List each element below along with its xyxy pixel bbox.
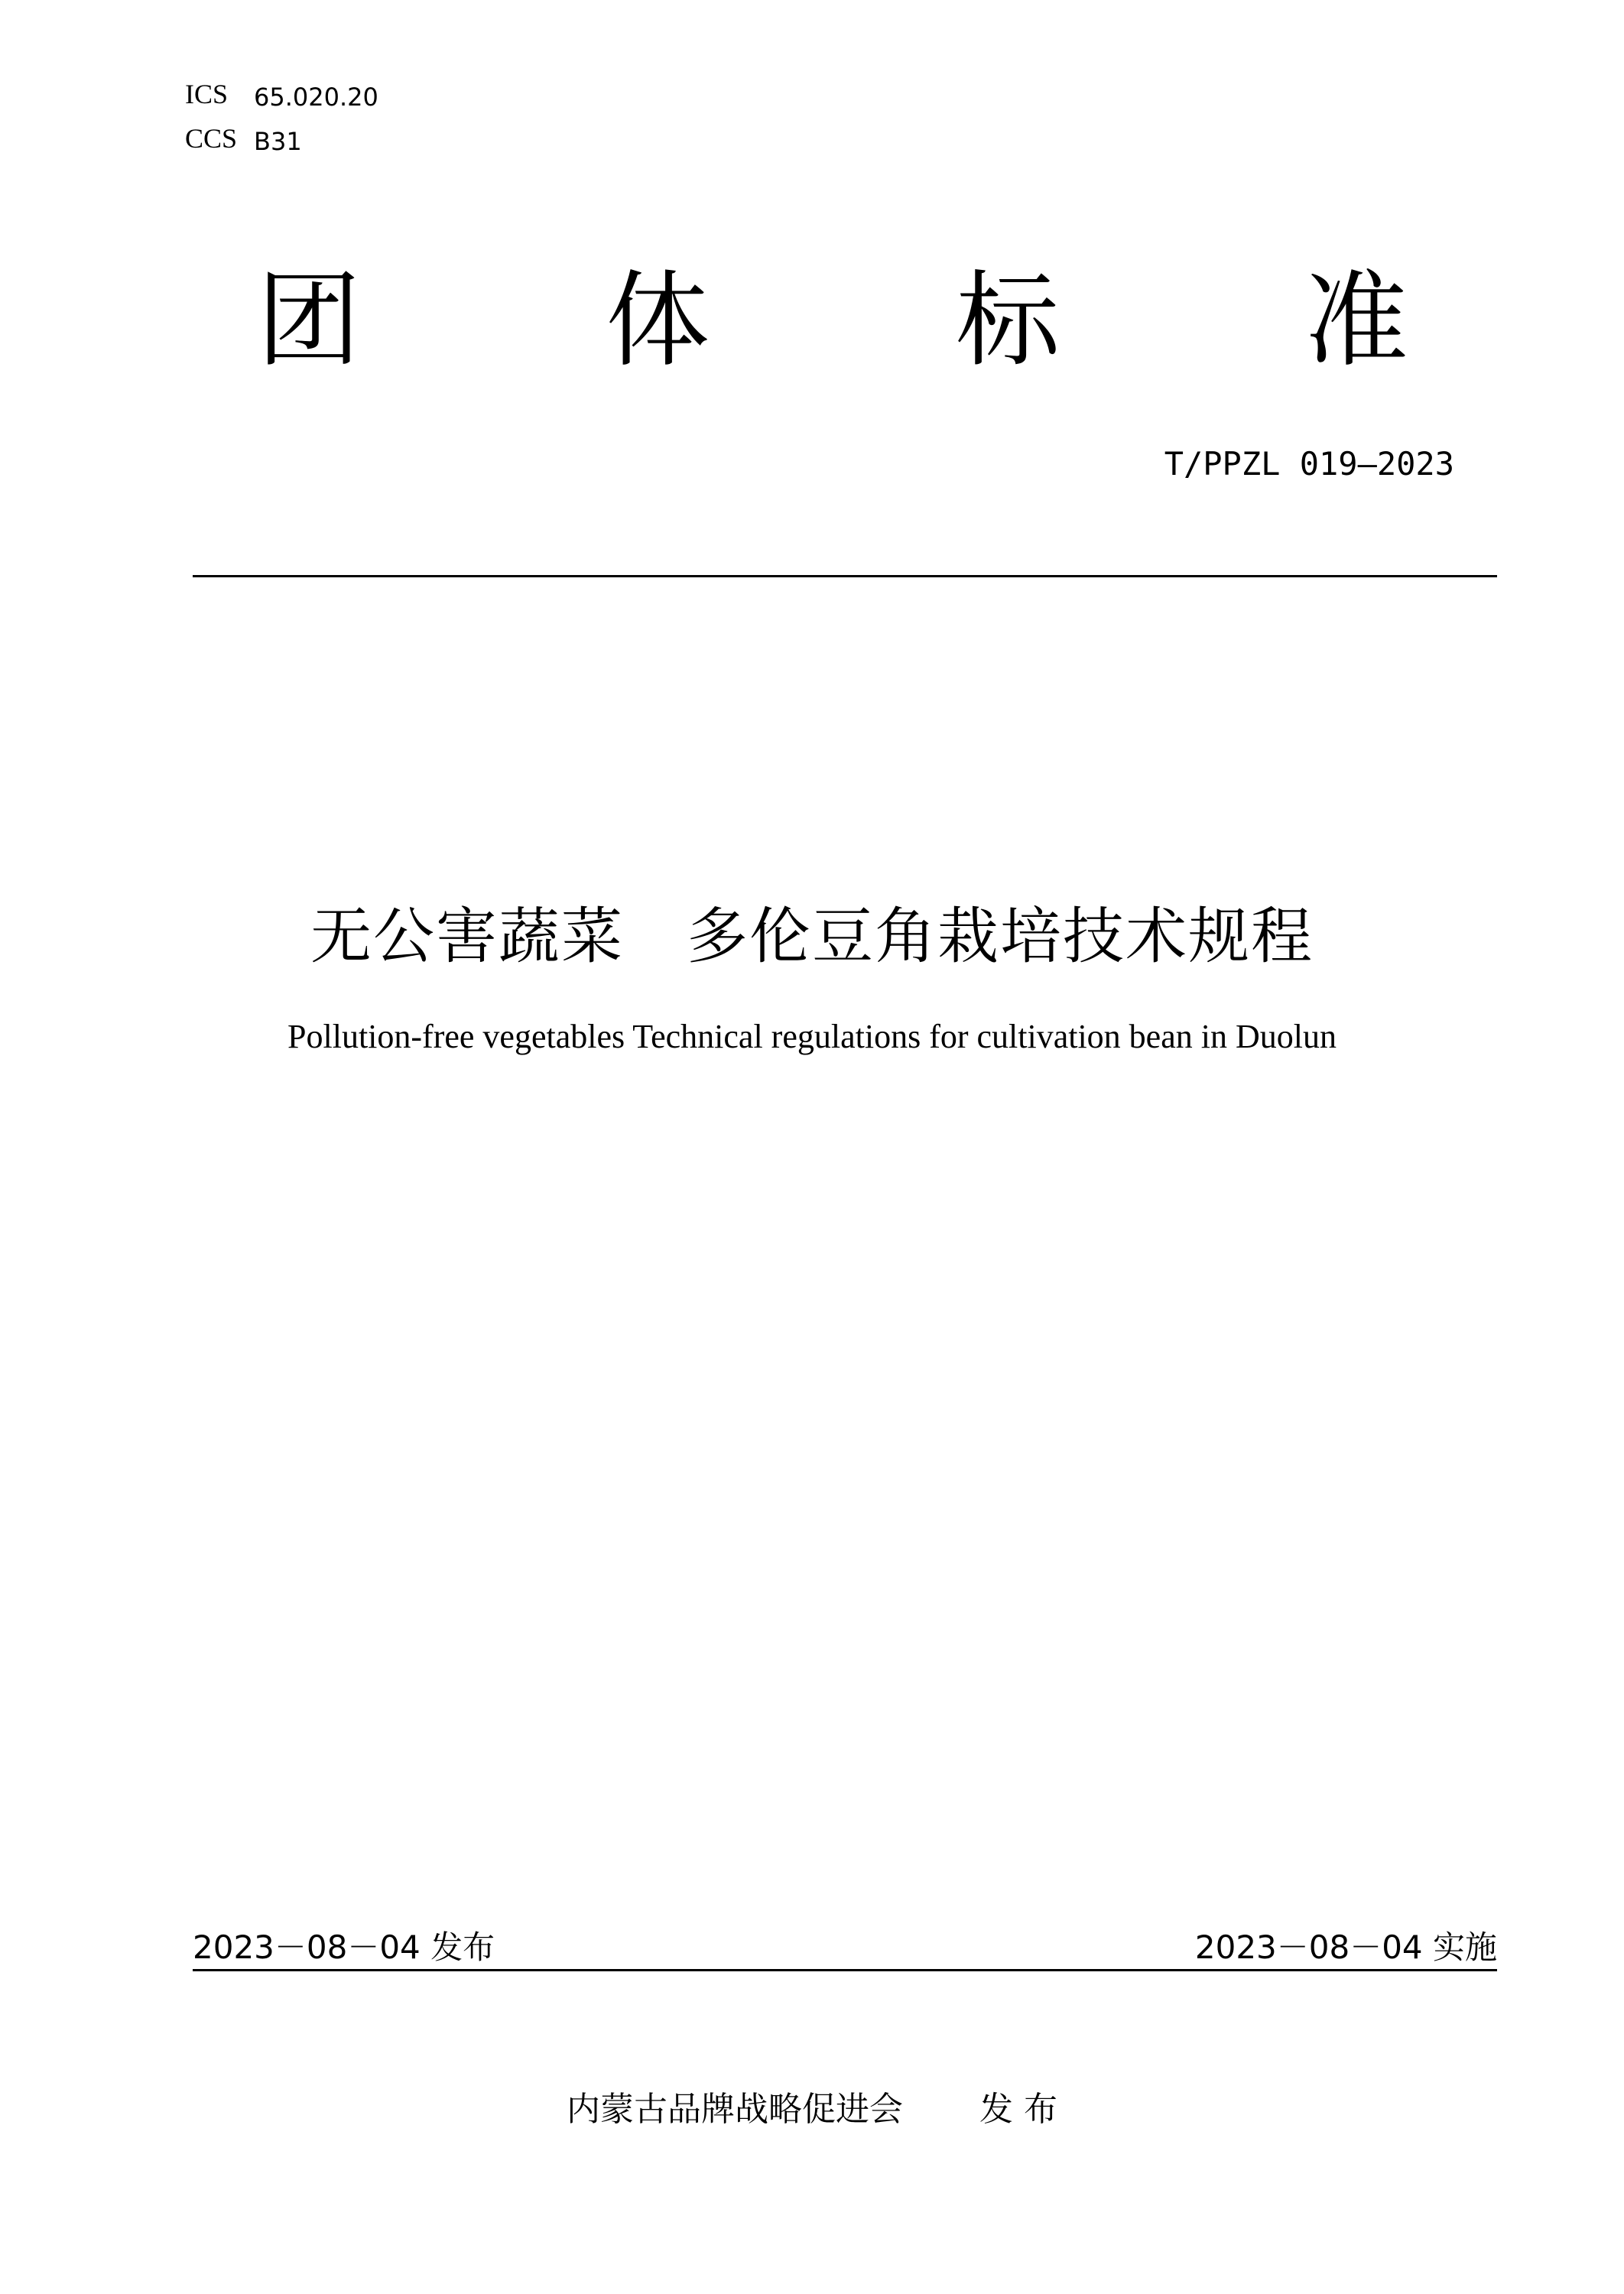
ccs-label: CCS: [185, 123, 238, 154]
ics-value: 65.020.20: [254, 83, 378, 112]
top-divider: [193, 575, 1497, 577]
heading-char: 团: [257, 261, 361, 382]
publisher-line: [0, 2081, 1624, 2130]
implement-date: 2023－08－04 实施: [1194, 1928, 1497, 1966]
heading-char: 标: [956, 261, 1060, 382]
standard-number: T/PPZL 019—2023: [1164, 445, 1454, 483]
title-chinese: 无公害蔬菜 多伦豆角栽培技术规程: [310, 901, 1314, 972]
heading-char: 准: [1304, 261, 1408, 382]
title-english: Pollution-free vegetables Technical regulations for cultivation bean in Duolun: [287, 1018, 1337, 1055]
ics-label: ICS: [185, 79, 229, 109]
publisher-name: 内蒙古品牌战略促进会: [567, 2090, 903, 2129]
publish-date: 2023－08－04 发布: [193, 1928, 495, 1966]
publisher-action: 发 布: [979, 2090, 1057, 2129]
ccs-value: B31: [254, 127, 302, 156]
heading-char: 体: [606, 261, 710, 382]
bottom-divider: [193, 1969, 1497, 1971]
